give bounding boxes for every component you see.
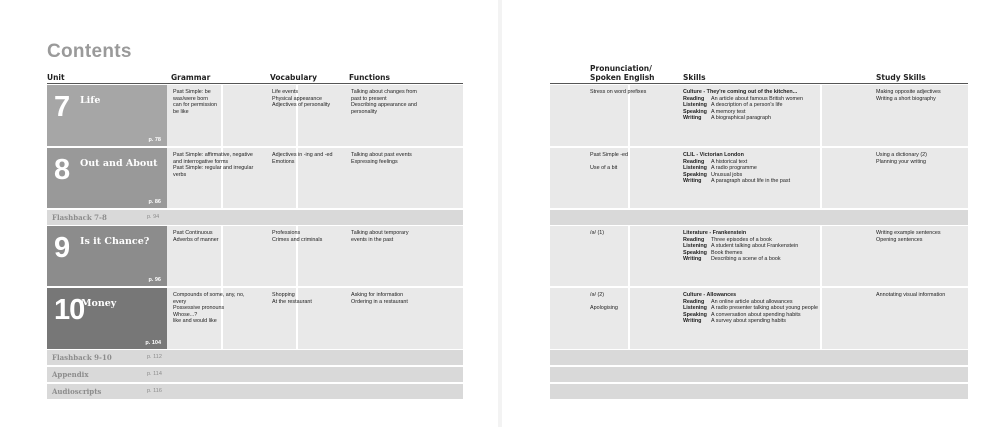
unit-page: p. 96 bbox=[148, 277, 161, 283]
pronunciation-line: Use of a bit bbox=[590, 165, 618, 172]
skill-key: Listening bbox=[683, 165, 707, 172]
vocabulary-cell bbox=[272, 152, 333, 165]
vocabulary-line: At the restaurant bbox=[272, 298, 312, 305]
grammar-line: like and would like bbox=[173, 318, 217, 325]
band-page: p. 112 bbox=[147, 354, 162, 360]
flashback-band[interactable] bbox=[47, 367, 463, 382]
skill-line bbox=[683, 318, 818, 325]
skill-key: Speaking bbox=[683, 249, 707, 256]
skills-cell bbox=[683, 152, 790, 185]
skill-text: An article about famous British women bbox=[711, 95, 803, 102]
grammar-line: Past Continuous bbox=[173, 230, 213, 236]
skill-text: A memory test bbox=[711, 108, 746, 115]
band-page: p. 114 bbox=[147, 371, 162, 377]
study-skills-cell bbox=[876, 230, 941, 243]
functions-line: past to present bbox=[351, 95, 387, 102]
vocabulary-line: Life events bbox=[272, 89, 299, 95]
skill-text: A historical text bbox=[711, 158, 748, 165]
pronunciation-line bbox=[590, 159, 628, 166]
vocabulary-cell bbox=[272, 230, 322, 243]
grammar-cell bbox=[173, 292, 245, 325]
vocabulary-line: Physical appearance bbox=[272, 95, 323, 102]
header-functions: Functions bbox=[349, 73, 390, 82]
unit-block[interactable] bbox=[47, 288, 167, 349]
skill-text: Three episodes of a book bbox=[711, 236, 772, 243]
skill-key: Speaking bbox=[683, 171, 707, 178]
skill-key: Reading bbox=[683, 236, 705, 243]
skill-text: Unusual jobs bbox=[711, 171, 743, 178]
band-page: p. 116 bbox=[147, 388, 162, 394]
skill-line bbox=[683, 102, 803, 109]
unit-page: p. 86 bbox=[148, 199, 161, 205]
skill-key: Writing bbox=[683, 256, 702, 263]
functions-cell bbox=[351, 292, 408, 305]
study-skills-cell bbox=[876, 292, 945, 299]
study-skills-line: Opening sentences bbox=[876, 236, 923, 243]
blank-band bbox=[550, 210, 968, 225]
skills-row bbox=[550, 148, 968, 208]
skills-cell bbox=[683, 230, 798, 263]
functions-line: Expressing feelings bbox=[351, 158, 398, 165]
pronunciation-cell bbox=[590, 152, 628, 172]
skill-line bbox=[683, 96, 803, 103]
functions-line: Talking about temporary bbox=[351, 230, 409, 236]
skills-row bbox=[550, 288, 968, 349]
functions-line: personality bbox=[351, 108, 378, 115]
grammar-line: verbs bbox=[173, 171, 187, 178]
skill-text: A biographical paragraph bbox=[711, 115, 771, 122]
grammar-line: Past Simple: regular and irregular bbox=[173, 165, 254, 172]
skill-key: Listening bbox=[683, 305, 707, 312]
skill-key: Listening bbox=[683, 243, 707, 250]
skill-key: Writing bbox=[683, 115, 702, 122]
grammar-line: and interrogative forms bbox=[173, 158, 229, 165]
skills-title: CLIL - Victorian London bbox=[683, 152, 744, 158]
vocabulary-line: Adjectives of personality bbox=[272, 102, 331, 109]
vocabulary-line: Crimes and criminals bbox=[272, 236, 323, 243]
cell-divider bbox=[820, 288, 822, 349]
vocabulary-cell bbox=[272, 292, 312, 305]
functions-line: events in the past bbox=[351, 236, 394, 243]
study-skills-line: Using a dictionary (2) bbox=[876, 152, 927, 158]
skill-key: Writing bbox=[683, 178, 702, 185]
header-unit: Unit bbox=[47, 73, 65, 82]
header-rule bbox=[47, 83, 463, 84]
grammar-cell bbox=[173, 89, 217, 115]
skill-line bbox=[683, 109, 803, 116]
unit-block[interactable] bbox=[47, 226, 167, 286]
skills-title: Culture - Allowances bbox=[683, 292, 737, 298]
skill-line bbox=[683, 165, 790, 172]
skill-text: An online article about allowances bbox=[711, 298, 793, 305]
unit-number: 10 bbox=[54, 294, 85, 326]
study-skills-line: Writing example sentences bbox=[876, 230, 941, 236]
grammar-line: Past Simple: be bbox=[173, 89, 211, 95]
skills-title: Literature - Frankenstein bbox=[683, 230, 747, 236]
grammar-cell bbox=[173, 152, 253, 178]
study-skills-line: Planning your writing bbox=[876, 158, 927, 165]
cell-divider bbox=[820, 148, 822, 208]
skill-key: Reading bbox=[683, 298, 705, 305]
skills-row bbox=[550, 85, 968, 146]
skill-line bbox=[683, 159, 790, 166]
grammar-line: be like bbox=[173, 108, 189, 115]
unit-row bbox=[47, 288, 463, 349]
unit-title: Life bbox=[80, 95, 101, 106]
pronunciation-cell bbox=[590, 292, 618, 312]
cell-divider bbox=[221, 85, 223, 146]
functions-line: Ordering in a restaurant bbox=[351, 298, 408, 305]
study-skills-line: Annotating visual information bbox=[876, 292, 946, 298]
skill-key: Listening bbox=[683, 102, 707, 109]
unit-title: Is it Chance? bbox=[80, 236, 150, 247]
vocabulary-line: Emotions bbox=[272, 158, 295, 165]
vocabulary-cell bbox=[272, 89, 330, 109]
unit-title: Money bbox=[81, 298, 117, 309]
flashback-band[interactable] bbox=[47, 210, 463, 225]
skill-text: Describing a scene of a book bbox=[711, 256, 781, 263]
pronunciation-line: /ə/ (2) bbox=[590, 292, 605, 298]
functions-cell bbox=[351, 152, 412, 165]
pronunciation-line: Apologising bbox=[590, 305, 618, 312]
skills-title: Culture - They're coming out of the kitchen... bbox=[683, 89, 798, 95]
vocabulary-line: Professions bbox=[272, 230, 301, 236]
skill-text: A description of a person's life bbox=[711, 102, 783, 109]
unit-number: 8 bbox=[54, 154, 70, 186]
grammar-line: was/were born bbox=[173, 95, 209, 102]
grammar-line: Compounds of some, any, no, bbox=[173, 292, 245, 298]
unit-row bbox=[47, 85, 463, 146]
skills-row bbox=[550, 226, 968, 286]
unit-row bbox=[47, 148, 463, 208]
study-skills-line: Making opposite adjectives bbox=[876, 89, 941, 95]
skill-key: Reading bbox=[683, 95, 705, 102]
band-label: Flashback 7-8 bbox=[52, 213, 107, 222]
header-grammar: Grammar bbox=[171, 73, 211, 82]
study-skills-cell bbox=[876, 89, 941, 102]
skill-key: Reading bbox=[683, 158, 705, 165]
functions-cell bbox=[351, 89, 417, 115]
unit-number: 7 bbox=[54, 91, 70, 123]
functions-cell bbox=[351, 230, 409, 243]
header-study-skills: Study Skills bbox=[876, 73, 926, 82]
functions-line: Asking for information bbox=[351, 292, 404, 298]
pronunciation-cell bbox=[590, 230, 604, 237]
cell-divider bbox=[221, 226, 223, 286]
skill-key: Speaking bbox=[683, 108, 707, 115]
band-page: p. 94 bbox=[147, 214, 160, 220]
skills-cell bbox=[683, 89, 803, 122]
skill-line bbox=[683, 299, 818, 306]
grammar-line: Adverbs of manner bbox=[173, 236, 219, 243]
grammar-line: Past Simple: affirmative, negative bbox=[173, 152, 253, 158]
unit-page: p. 104 bbox=[145, 340, 161, 346]
cell-divider bbox=[628, 226, 630, 286]
band-label: Audioscripts bbox=[52, 387, 102, 396]
skill-line bbox=[683, 172, 790, 179]
cell-divider bbox=[628, 148, 630, 208]
grammar-cell bbox=[173, 230, 219, 243]
blank-band bbox=[550, 350, 968, 365]
unit-block[interactable] bbox=[47, 148, 167, 208]
band-label: Appendix bbox=[52, 370, 89, 379]
skill-text: A student talking about Frankenstein bbox=[711, 243, 799, 250]
unit-page: p. 78 bbox=[148, 137, 161, 143]
skill-line bbox=[683, 312, 818, 319]
study-skills-line: Writing a short biography bbox=[876, 95, 936, 102]
functions-line: Talking about changes from bbox=[351, 89, 417, 95]
study-skills-cell bbox=[876, 152, 927, 165]
skill-key: Speaking bbox=[683, 311, 707, 318]
unit-title: Out and About bbox=[80, 158, 158, 169]
grammar-line: Whose...? bbox=[173, 311, 198, 318]
vocabulary-line: Shopping bbox=[272, 292, 295, 298]
unit-row bbox=[47, 226, 463, 286]
pronunciation-line: /ə/ (1) bbox=[590, 230, 605, 236]
pronunciation-line: Stress on word prefixes bbox=[590, 89, 647, 95]
blank-band bbox=[550, 384, 968, 399]
skill-line bbox=[683, 256, 798, 263]
pronunciation-line: Past Simple -ed bbox=[590, 152, 629, 158]
page-title: Contents bbox=[47, 41, 132, 62]
header-rule-right bbox=[550, 83, 968, 84]
pronunciation-line bbox=[590, 299, 618, 306]
skill-text: A conversation about spending habits bbox=[711, 311, 801, 318]
skill-text: Book themes bbox=[711, 249, 743, 256]
skill-line bbox=[683, 305, 818, 312]
header-pronunciation bbox=[590, 64, 655, 82]
unit-block[interactable] bbox=[47, 85, 167, 146]
skill-text: A survey about spending habits bbox=[711, 318, 786, 325]
skill-text: A paragraph about life in the past bbox=[711, 178, 791, 185]
functions-line: Talking about past events bbox=[351, 152, 412, 158]
skill-key: Writing bbox=[683, 318, 702, 325]
blank-band bbox=[550, 367, 968, 382]
cell-divider bbox=[820, 85, 822, 146]
functions-line: Describing appearance and bbox=[351, 102, 417, 109]
vocabulary-line: Adjectives in -ing and -ed bbox=[272, 152, 333, 158]
right-page bbox=[502, 0, 1000, 427]
grammar-line: can for permission bbox=[173, 102, 218, 109]
header-pronunciation-line1: Pronunciation/ bbox=[590, 64, 652, 73]
unit-number: 9 bbox=[54, 232, 70, 264]
flashback-band[interactable] bbox=[47, 384, 463, 399]
skill-line bbox=[683, 178, 790, 185]
cell-divider bbox=[628, 288, 630, 349]
header-pronunciation-line2: Spoken English bbox=[590, 73, 655, 82]
band-label: Flashback 9-10 bbox=[52, 353, 112, 362]
skill-line bbox=[683, 115, 803, 122]
skill-text: A radio programme bbox=[711, 165, 757, 172]
skills-cell bbox=[683, 292, 818, 325]
header-skills: Skills bbox=[683, 73, 706, 82]
left-page bbox=[0, 0, 498, 427]
flashback-band[interactable] bbox=[47, 350, 463, 365]
skill-line bbox=[683, 250, 798, 257]
pronunciation-cell bbox=[590, 89, 646, 96]
header-vocabulary: Vocabulary bbox=[270, 73, 317, 82]
skill-line bbox=[683, 237, 798, 244]
skill-line bbox=[683, 243, 798, 250]
grammar-line: Possessive pronouns bbox=[173, 305, 225, 312]
cell-divider bbox=[820, 226, 822, 286]
grammar-line: every bbox=[173, 298, 187, 305]
skill-text: A radio presenter talking about young people bbox=[711, 305, 818, 312]
